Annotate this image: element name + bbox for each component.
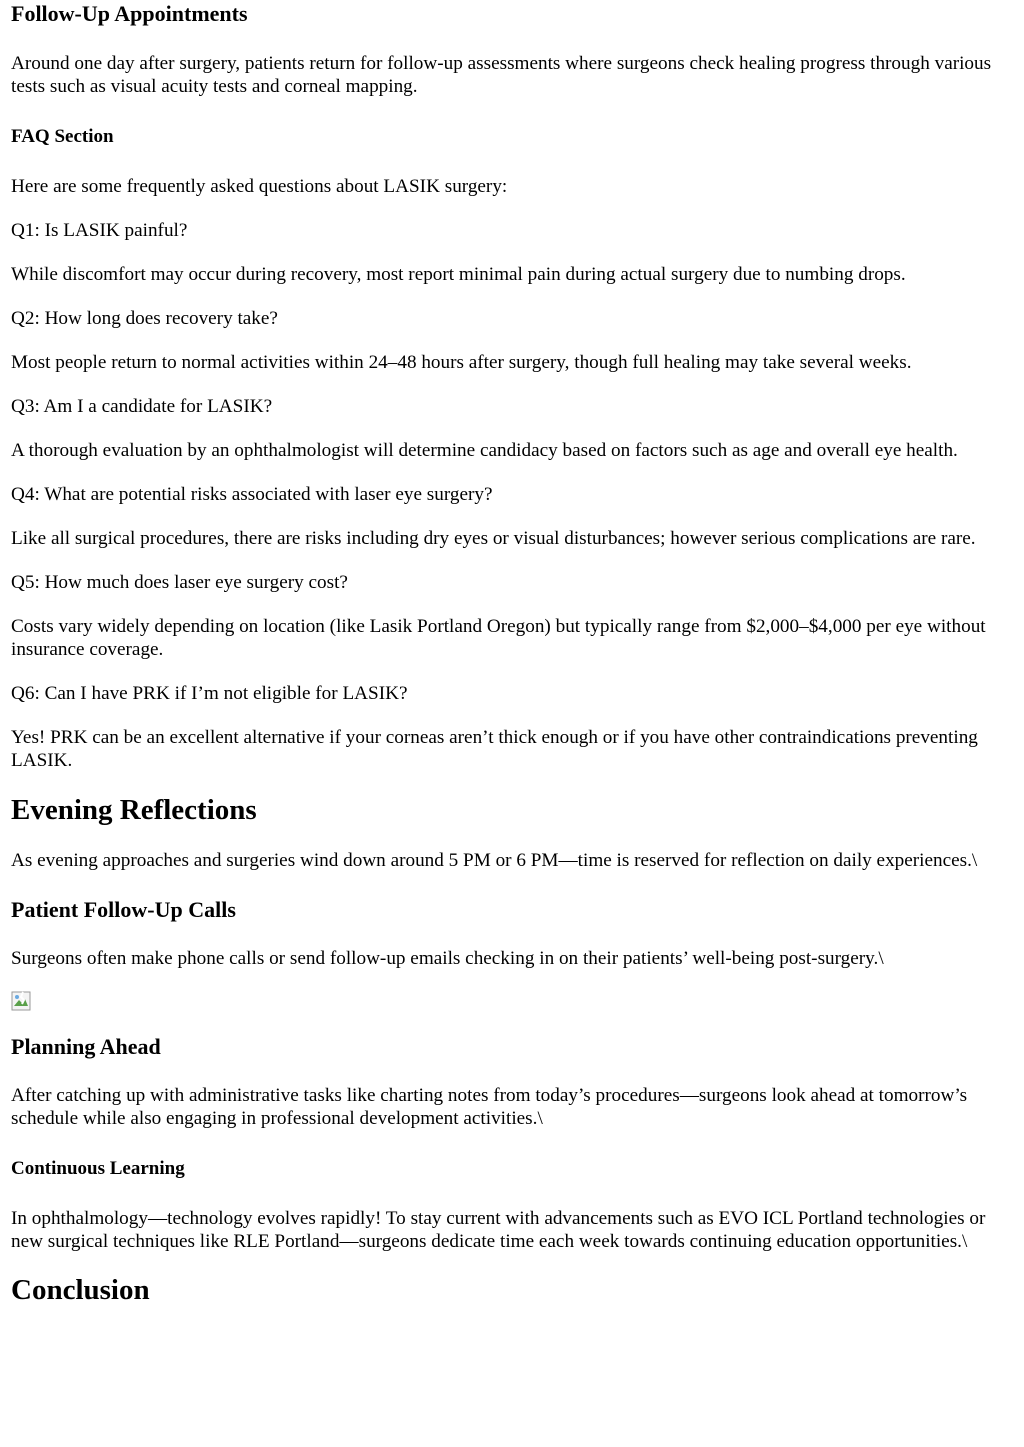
calls-heading: Patient Follow-Up Calls [11,897,236,922]
followup-text: Around one day after surgery, patients return for follow-up assessments where surgeons check healing progress through various tests such as visual acuity tests and corneal mapping. [11,53,992,97]
faq-answer: Yes! PRK can be an excellent alternative if your corneas aren’t thick enough or if you have other contraindications preventing LASIK. [11,727,978,771]
faq-question: Q2: How long does recovery take? [11,308,278,329]
faq-question: Q4: What are potential risks associated with laser eye surgery? [11,484,493,505]
planning-text: After catching up with administrative tasks like charting notes from today’s procedures—surgeons look ahead at tomorrow’s schedule while also engaging in professional development activities.\ [11,1085,968,1129]
faq-question: Q6: Can I have PRK if I’m not eligible for LASIK? [11,683,408,704]
faq-answer: Costs vary widely depending on location (like Lasik Portland Oregon) but typically range from $2,000–$4,000 per eye without insurance coverage. [11,616,986,660]
learning-text: In ophthalmology—technology evolves rapidly! To stay current with advancements such as EVO ICL Portland technologies or new surgical techniques like RLE Portland—surgeons dedicate time each week towards continuing education opportunities.\ [11,1208,986,1252]
faq-answer: While discomfort may occur during recovery, most report minimal pain during actual surgery due to numbing drops. [11,264,906,285]
faq-question: Q1: Is LASIK painful? [11,220,188,241]
faq-list [11,219,1013,772]
faq-answer: Most people return to normal activities within 24–48 hours after surgery, though full healing may take several weeks. [11,352,912,373]
faq-answer: A thorough evaluation by an ophthalmologist will determine candidacy based on factors such as age and overall eye health. [11,440,958,461]
faq-intro: Here are some frequently asked questions about LASIK surgery: [11,176,508,197]
learning-heading: Continuous Learning [11,1158,185,1179]
faq-question: Q5: How much does laser eye surgery cost? [11,572,348,593]
planning-heading: Planning Ahead [11,1034,161,1059]
faq-question: Q3: Am I a candidate for LASIK? [11,396,273,417]
article-content [0,1,1024,1307]
followup-heading: Follow-Up Appointments [11,1,248,26]
broken-image-icon [11,991,31,1011]
faq-heading: FAQ Section [11,126,114,147]
faq-answer: Like all surgical procedures, there are risks including dry eyes or visual disturbances; however serious complications are rare. [11,528,976,549]
evening-text: As evening approaches and surgeries wind down around 5 PM or 6 PM—time is reserved for reflection on daily experiences.\ [11,850,978,871]
evening-heading: Evening Reflections [11,794,257,826]
broken-image [11,991,1013,1014]
calls-text: Surgeons often make phone calls or send follow-up emails checking in on their patients’ well-being post-surgery.\ [11,948,884,969]
conclusion-heading: Conclusion [11,1274,150,1306]
